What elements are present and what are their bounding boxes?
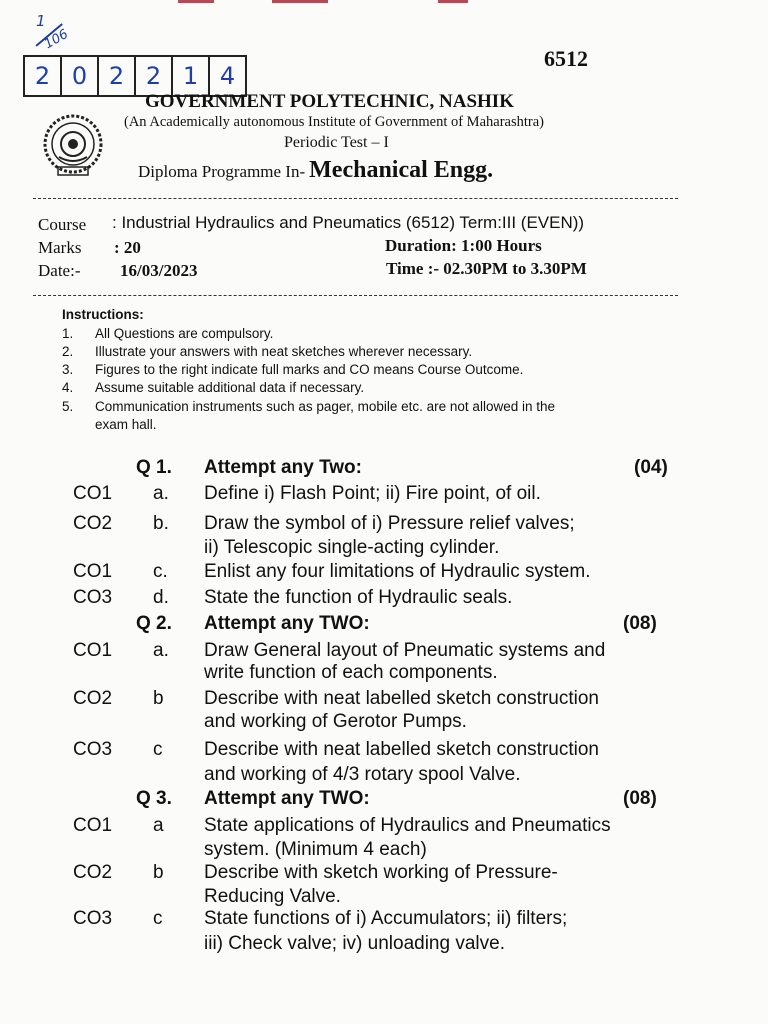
institute-name: GOVERNMENT POLYTECHNIC, NASHIK <box>145 91 514 112</box>
duration: Duration: 1:00 Hours <box>385 236 542 255</box>
seat-digit: 0 <box>62 57 99 95</box>
seat-digit: 2 <box>99 57 136 95</box>
top-edge-mark <box>272 0 328 3</box>
top-edge-mark <box>438 0 468 3</box>
course-value: : Industrial Hydraulics and Pneumatics (6512) Term:III (EVEN)) <box>112 213 585 232</box>
question-marks: (08) <box>623 613 657 634</box>
question-label: Q 2. <box>136 613 172 634</box>
seat-digit: 2 <box>136 57 173 95</box>
question-title: Attempt any TWO: <box>204 788 370 809</box>
question-title: Attempt any Two: <box>204 457 362 478</box>
programme-name: Mechanical Engg. <box>309 157 494 183</box>
marks-label: Marks <box>38 238 82 257</box>
programme-prefix: Diploma Programme In- <box>138 162 306 181</box>
top-edge-mark <box>178 0 214 3</box>
divider-line <box>33 198 678 199</box>
question-label: Q 1. <box>136 457 172 478</box>
question-title: Attempt any TWO: <box>204 613 370 634</box>
institute-subtitle: (An Academically autonomous Institute of Government of Maharashtra) <box>124 114 544 130</box>
divider-line <box>33 295 678 296</box>
fraction-numerator: 1 <box>36 12 46 30</box>
question-marks: (04) <box>634 457 668 478</box>
instructions-heading: Instructions: <box>62 307 144 322</box>
seat-digit: 1 <box>173 57 210 95</box>
date-value: 16/03/2023 <box>120 261 198 280</box>
programme-line <box>138 157 493 184</box>
handwritten-fraction <box>28 12 71 53</box>
test-name: Periodic Test – I <box>284 134 389 151</box>
marks-value: : 20 <box>114 238 141 257</box>
exam-time: Time :- 02.30PM to 3.30PM <box>386 259 587 278</box>
paper-code: 6512 <box>544 46 588 71</box>
course-label: Course <box>38 215 87 234</box>
seat-digit: 4 <box>219 62 236 90</box>
question-label: Q 3. <box>136 788 172 809</box>
question-marks: (08) <box>623 788 657 809</box>
institute-logo <box>42 113 104 179</box>
seat-digit: 2 <box>25 57 62 95</box>
date-label: Date:- <box>38 261 81 280</box>
fraction-denominator: 106 <box>41 26 71 53</box>
